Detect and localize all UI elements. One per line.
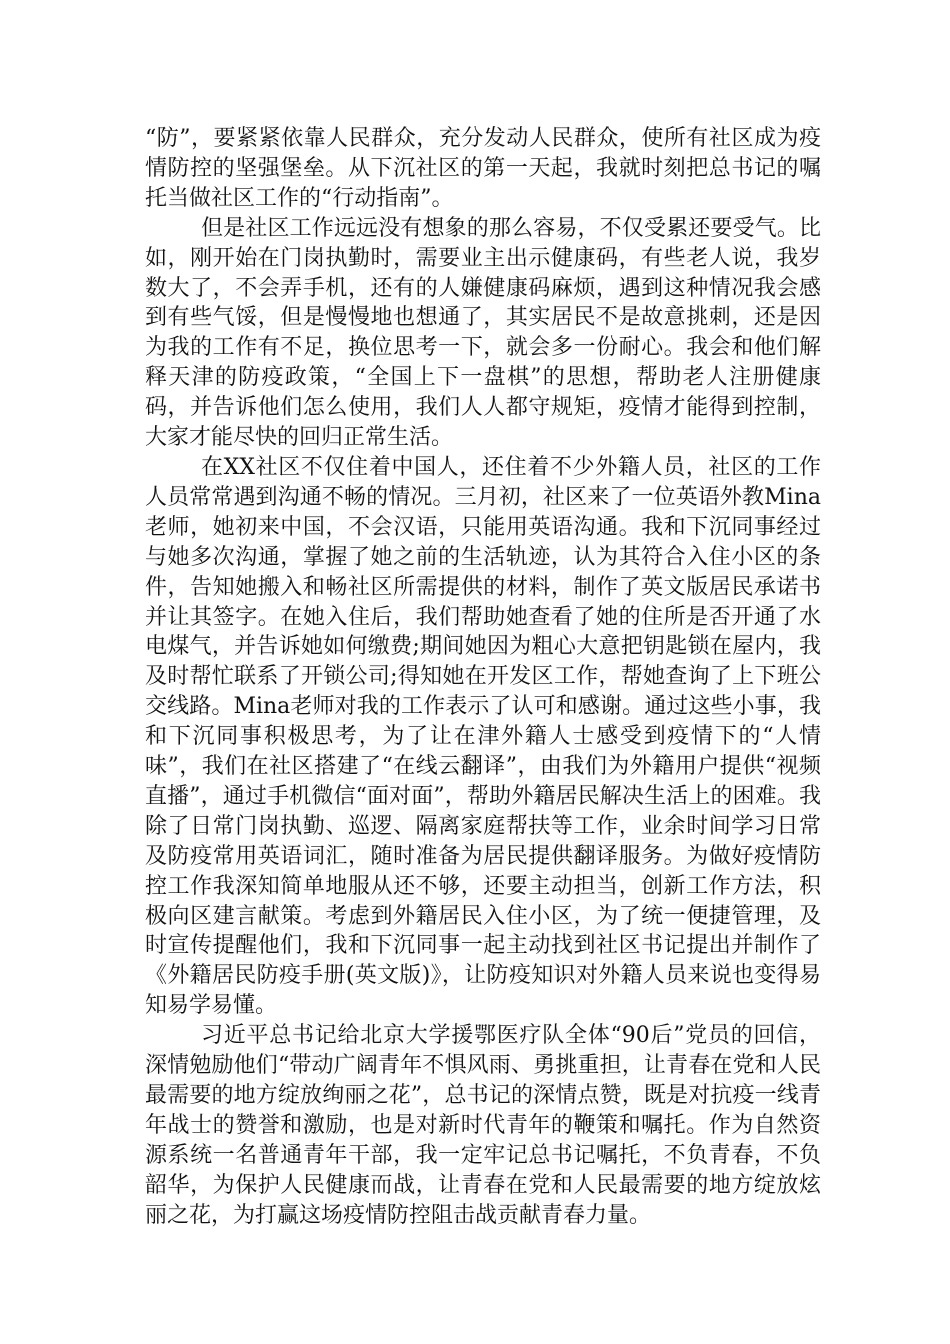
document-body (145, 124, 821, 1231)
paragraph-community-work: 但是社区工作远远没有想象的那么容易，不仅受累还要受气。比如，刚开始在门岗执勤时，需要业主出示健康码，有些老人说，我岁数大了，不会弄手机，还有的人嫌健康码麻烦，遇到这种情况我会感到有些气馁，但是慢慢地也想通了，其实居民不是故意挑刺，还是因为我的工作有不足，换位思考一下，就会多一份耐心。我会和他们解释天津的防疫政策，“全国上下一盘棋”的思想，帮助老人注册健康码，并告诉他们怎么使用，我们人人都守规矩，疫情才能得到控制，大家才能尽快的回归正常生活。 (145, 215, 821, 451)
paragraph-continuation: “防”，要紧紧依靠人民群众，充分发动人民群众，使所有社区成为疫情防控的坚强堡垒。从下沉社区的第一天起，我就时刻把总书记的嘱托当做社区工作的“行动指南”。 (145, 126, 821, 211)
paragraph-conclusion: 习近平总书记给北京大学援鄂医疗队全体“90后”党员的回信，深情勉励他们“带动广阔青年不惧风雨、勇挑重担，让青春在党和人民最需要的地方绽放绚丽之花”，总书记的深情点赞，既是对抗疫一线青年战士的赞誉和激励，也是对新时代青年的鞭策和嘱托。作为自然资源系统一名普通青年干部，我一定牢记总书记嘱托，不负青春，不负韶华，为保护人民健康而战，让青春在党和人民最需要的地方绽放炫丽之花，为打赢这场疫情防控阻击战贡献青春力量。 (145, 1023, 821, 1228)
paragraph-foreign-residents: 在XX社区不仅住着中国人，还住着不少外籍人员，社区的工作人员常常遇到沟通不畅的情况。三月初，社区来了一位英语外教Mina老师，她初来中国，不会汉语，只能用英语沟通。我和下沉同事经过与她多次沟通，掌握了她之前的生活轨迹，认为其符合入住小区的条件，告知她搬入和畅社区所需提供的材料，制作了英文版居民承诺书并让其签字。在她入住后，我们帮助她查看了她的住所是否开通了水电煤气，并告诉她如何缴费;期间她因为粗心大意把钥匙锁在屋内，我及时帮忙联系了开锁公司;得知她在开发区工作，帮她查询了上下班公交线路。Mina老师对我的工作表示了认可和感谢。通过这些小事，我和下沉同事积极思考，为了让在津外籍人士感受到疫情下的“人情味”，我们在社区搭建了“在线云翻译”，由我们为外籍用户提供“视频直播”，通过手机微信“面对面”，帮助外籍居民解决生活上的困难。我除了日常门岗执勤、巡逻、隔离家庭帮扶等工作，业余时间学习日常及防疫常用英语词汇，随时准备为居民提供翻译服务。为做好疫情防控工作我深知简单地服从还不够，还要主动担当，创新工作方法，积极向区建言献策。考虑到外籍居民入住小区，为了统一便捷管理，及时宣传提醒他们，我和下沉同事一起主动找到社区书记提出并制作了《外籍居民防疫手册(英文版)》，让防疫知识对外籍人员来说也变得易知易学易懂。 (145, 454, 821, 1019)
